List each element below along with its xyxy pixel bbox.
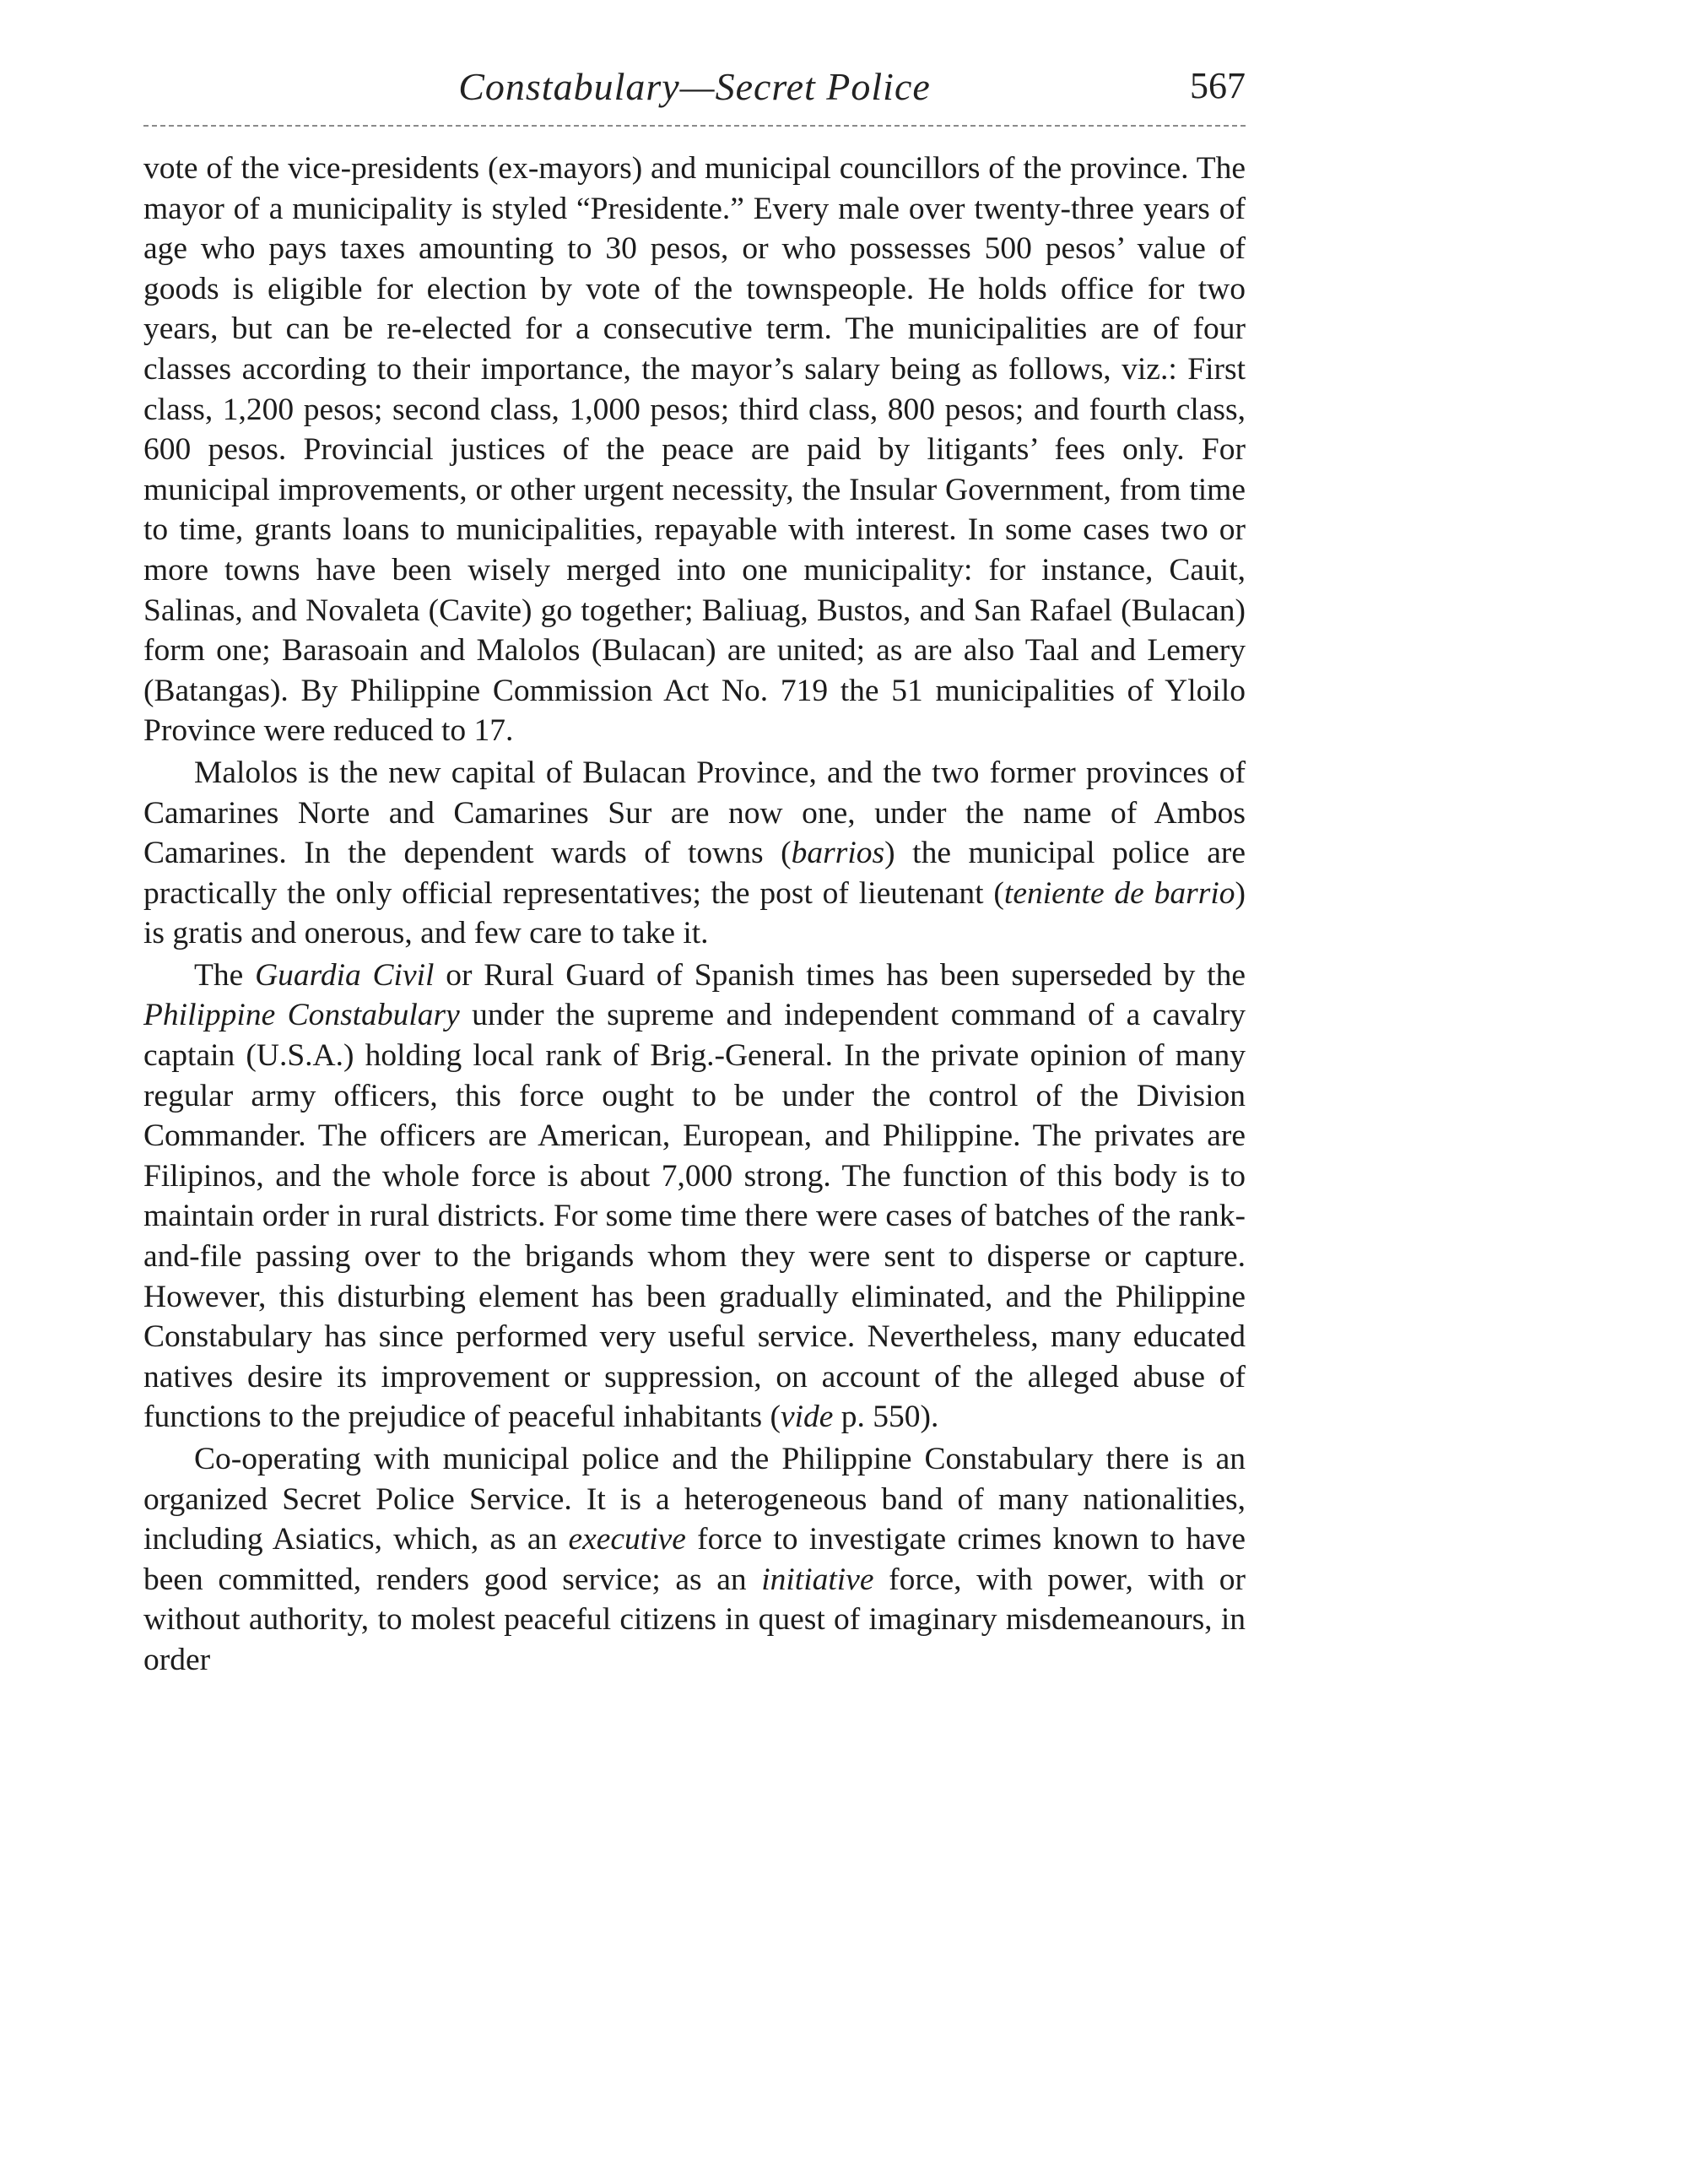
paragraph-3-text-c: under the supreme and independent command of a cavalry captain (U.S.A.) holding local rank of Brig.-General. In the private opinion of many regular army officers, this force ought to be under the control of the Division Commander. The officers are American, European, and Philippine. The privates are Filipinos, and the whole force is about 7,000 strong. The function of this body is to maintain order in rural districts. For some time there were cases of batches of the rank-and-file passing over to the brigands whom they were sent to disperse or capture. However, this disturbing element has been gradually eliminated, and the Philippine Constabulary has since performed very useful service. Nevertheless, many educated natives desire its improvement or suppression, on account of the alleged abuse of functions to the prejudice of peaceful inhabitants ( xyxy=(143,998,1246,1435)
paragraph-4-text-c: force, with power, with or without authority, to molest peaceful citizens in quest of imaginary misdemeanours, in order xyxy=(143,1562,1246,1677)
paragraph-3-text-d: p. 550). xyxy=(833,1400,939,1435)
paragraph-2-text-c: ) is gratis and onerous, and few care to take it. xyxy=(143,875,1246,951)
paragraph-2-text-b: ) the municipal police are practically the only official representatives; the post of lieutenant ( xyxy=(143,836,1246,911)
paragraph-4-italic-initiative: initiative xyxy=(761,1562,874,1597)
paragraph-4-text-a: Co-operating with municipal police and the Philippine Constabulary there is an organized Secret Police Service. It is a heterogeneous band of many nationalities, including Asiatics, which, as an xyxy=(143,1442,1246,1557)
header-rule xyxy=(143,125,1246,127)
paragraph-3-italic-guardia-civil: Guardia Civil xyxy=(255,957,435,993)
paragraph-3-italic-vide: vide xyxy=(780,1400,834,1435)
page-header xyxy=(143,59,1246,127)
paragraph-3-text-a: The xyxy=(194,957,256,993)
paragraph-3-text-b: or Rural Guard of Spanish times has been superseded by the xyxy=(434,957,1246,993)
page-number: 567 xyxy=(1190,65,1246,106)
running-title: Constabulary—Secret Police xyxy=(458,65,931,108)
paragraph-2 xyxy=(143,753,1246,954)
body-text xyxy=(143,149,1246,1681)
paragraph-4 xyxy=(143,1439,1246,1681)
paragraph-2-italic-teniente: teniente de barrio xyxy=(1003,875,1235,911)
paragraph-2-italic-barrios: barrios xyxy=(791,836,885,871)
paragraph-4-text-b: force to investigate crimes known to have been committed, renders good service; as an xyxy=(143,1522,1246,1597)
paragraph-1 xyxy=(143,149,1246,751)
paragraph-2-text-a: Malolos is the new capital of Bulacan Province, and the two former provinces of Camarines Norte and Camarines Sur are now one, under the name of Ambos Camarines. In the dependent wards of towns ( xyxy=(143,755,1246,871)
paragraph-4-italic-executive: executive xyxy=(568,1522,686,1557)
book-page xyxy=(143,59,1246,1682)
paragraph-3-italic-constabulary: Philippine Constabulary xyxy=(143,998,460,1033)
paragraph-3 xyxy=(143,956,1246,1438)
paragraph-1-text: vote of the vice-presidents (ex-mayors) and municipal councillors of the province. The mayor of a municipality is styled “Presidente.” Every male over twenty-three years of age who pays taxes amounting to 30 pesos, or who possesses 500 pesos’ value of goods is eligible for election by vote of the townspeople. He holds office for two years, but can be re-elected for a consecutive term. The municipalities are of four classes according to their importance, the mayor’s salary being as follows, viz.: First class, 1,200 pesos; second class, 1,000 pesos; third class, 800 pesos; and fourth class, 600 pesos. Provincial justices of the peace are paid by litigants’ fees only. For municipal improvements, or other urgent necessity, the Insular Government, from time to time, grants loans to municipalities, repayable with interest. In some cases two or more towns have been wisely merged into one municipality: for instance, Cauit, Salinas, and Novaleta (Cavite) go together; Baliuag, Bustos, and San Rafael (Bulacan) form one; Barasoain and Malolos (Bulacan) are united; as are also Taal and Lemery (Batangas). By Philippine Commission Act No. 719 the 51 municipalities of Yloilo Province were reduced to 17. xyxy=(143,151,1246,749)
